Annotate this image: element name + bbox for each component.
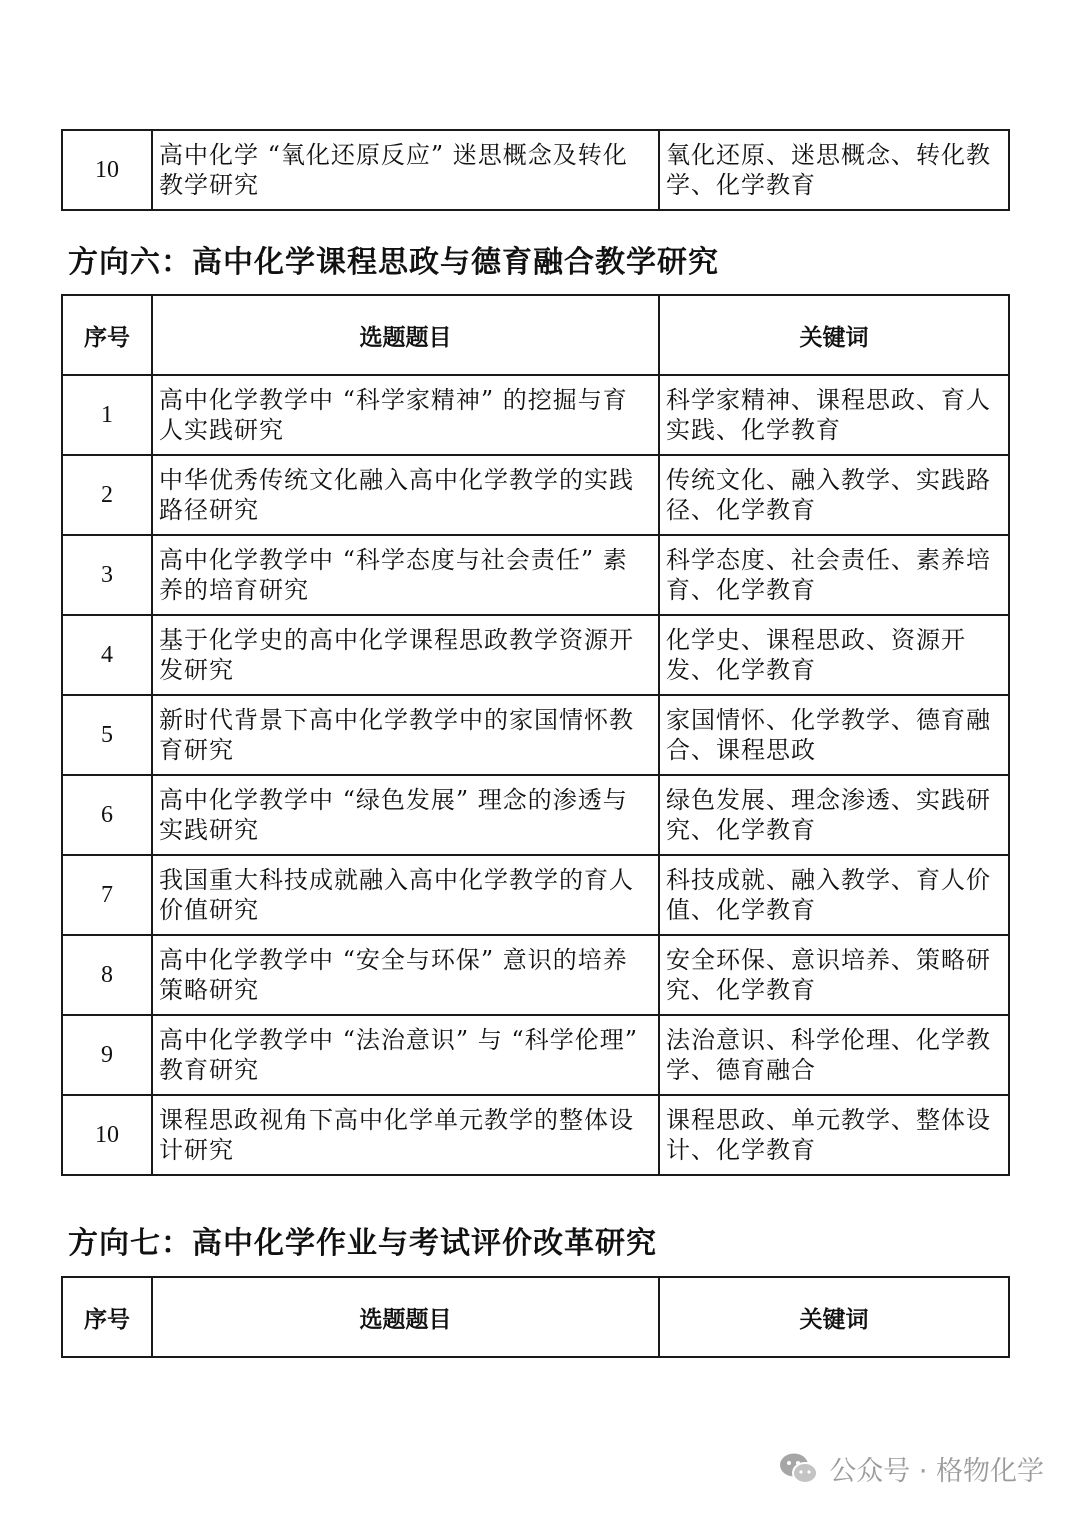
row-keywords: 家国情怀、化学教学、德育融合、课程思政 (659, 695, 1009, 775)
row-title: 高中化学教学中 “科学态度与社会责任” 素养的培育研究 (152, 535, 659, 615)
row-number: 6 (62, 775, 152, 855)
header-title: 选题题目 (152, 1277, 659, 1357)
wechat-icon (779, 1452, 819, 1486)
table-row (62, 375, 1009, 455)
table-row (62, 615, 1009, 695)
section6-table (61, 294, 1010, 1176)
header-num: 序号 (62, 295, 152, 375)
row-title: 课程思政视角下高中化学单元教学的整体设计研究 (152, 1095, 659, 1175)
table-row (62, 855, 1009, 935)
row-number: 2 (62, 455, 152, 535)
table-header-row (62, 1277, 1009, 1357)
row-number: 8 (62, 935, 152, 1015)
row-number: 10 (62, 130, 152, 210)
section7-table (61, 1276, 1010, 1358)
section6-heading: 方向六：高中化学课程思政与德育融合教学研究 (68, 245, 719, 280)
watermark-text: 公众号 · 格物化学 (829, 1456, 1044, 1487)
section6-table-body (62, 375, 1009, 1175)
row-title: 高中化学教学中 “法治意识” 与 “科学伦理” 教育研究 (152, 1015, 659, 1095)
row-title: 高中化学教学中 “科学家精神” 的挖掘与育人实践研究 (152, 375, 659, 455)
row-title: 中华优秀传统文化融入高中化学教学的实践路径研究 (152, 455, 659, 535)
row-keywords: 课程思政、单元教学、整体设计、化学教育 (659, 1095, 1009, 1175)
row-keywords: 安全环保、意识培养、策略研究、化学教育 (659, 935, 1009, 1015)
row-keywords: 氧化还原、迷思概念、转化教学、化学教育 (659, 130, 1009, 210)
table-row (62, 130, 1009, 210)
section7-heading: 方向七：高中化学作业与考试评价改革研究 (68, 1226, 657, 1261)
top-table-body (62, 130, 1009, 210)
row-keywords: 绿色发展、理念渗透、实践研究、化学教育 (659, 775, 1009, 855)
row-number: 4 (62, 615, 152, 695)
row-number: 5 (62, 695, 152, 775)
row-number: 1 (62, 375, 152, 455)
watermark (779, 1449, 1044, 1488)
header-title: 选题题目 (152, 295, 659, 375)
table-row (62, 455, 1009, 535)
row-number: 10 (62, 1095, 152, 1175)
row-keywords: 科学家精神、课程思政、育人实践、化学教育 (659, 375, 1009, 455)
row-number: 9 (62, 1015, 152, 1095)
table-row (62, 1015, 1009, 1095)
row-title: 新时代背景下高中化学教学中的家国情怀教育研究 (152, 695, 659, 775)
header-keywords: 关键词 (659, 1277, 1009, 1357)
row-keywords: 法治意识、科学伦理、化学教学、德育融合 (659, 1015, 1009, 1095)
row-title: 高中化学 “氧化还原反应” 迷思概念及转化教学研究 (152, 130, 659, 210)
row-number: 7 (62, 855, 152, 935)
row-title: 我国重大科技成就融入高中化学教学的育人价值研究 (152, 855, 659, 935)
row-title: 基于化学史的高中化学课程思政教学资源开发研究 (152, 615, 659, 695)
table-row (62, 695, 1009, 775)
row-title: 高中化学教学中 “安全与环保” 意识的培养策略研究 (152, 935, 659, 1015)
row-title: 高中化学教学中 “绿色发展” 理念的渗透与实践研究 (152, 775, 659, 855)
table-row (62, 535, 1009, 615)
row-keywords: 化学史、课程思政、资源开发、化学教育 (659, 615, 1009, 695)
table-header-row (62, 295, 1009, 375)
row-keywords: 科学态度、社会责任、素养培育、化学教育 (659, 535, 1009, 615)
header-num: 序号 (62, 1277, 152, 1357)
row-number: 3 (62, 535, 152, 615)
row-keywords: 科技成就、融入教学、育人价值、化学教育 (659, 855, 1009, 935)
row-keywords: 传统文化、融入教学、实践路径、化学教育 (659, 455, 1009, 535)
table-row (62, 775, 1009, 855)
top-table (61, 129, 1010, 211)
header-keywords: 关键词 (659, 295, 1009, 375)
table-row (62, 1095, 1009, 1175)
table-row (62, 935, 1009, 1015)
